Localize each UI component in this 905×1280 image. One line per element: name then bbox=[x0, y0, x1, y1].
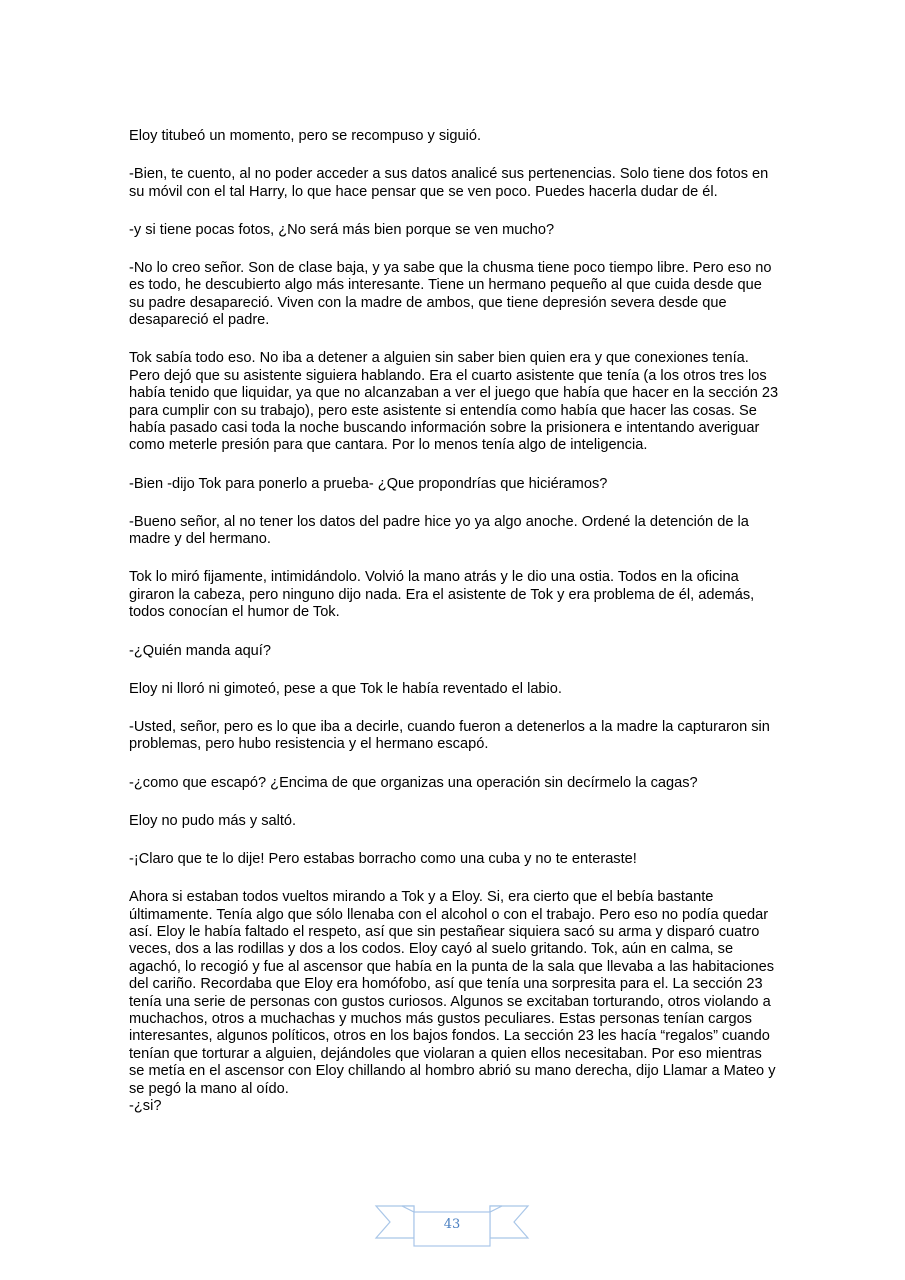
document-body bbox=[129, 128, 779, 1115]
paragraph: Eloy ni lloró ni gimoteó, pese a que Tok le había reventado el labio. bbox=[129, 680, 562, 697]
paragraph: -¡Claro que te lo dije! Pero estabas borracho como una cuba y no te enteraste! bbox=[129, 850, 637, 867]
paragraph: -y si tiene pocas fotos, ¿No será más bien porque se ven mucho? bbox=[129, 221, 555, 238]
paragraph: -¿Quién manda aquí? bbox=[129, 642, 271, 659]
paragraph: -Bien -dijo Tok para ponerlo a prueba- ¿Que propondrías que hiciéramos? bbox=[129, 475, 608, 492]
paragraph: -No lo creo señor. Son de clase baja, y ya sabe que la chusma tiene poco tiempo libre. Pero eso no es todo, he descubierto algo más interesante. Tiene un hermano pequeño al que cuida desde que su padre desapareció. Viven con la madre de ambos, que tiene depresión severa desde que desapareció el padre. bbox=[129, 260, 772, 329]
paragraph: Ahora si estaban todos vueltos mirando a Tok y a Eloy. Si, era cierto que el bebía bastante últimamente. Tenía algo que sólo llenaba con el alcohol o con el trabajo. Pero eso no podía quedar así. Eloy le había faltado el respeto, así que sin pestañear siquiera sacó su arma y disparó cuatro veces, dos a las rodillas y dos a los codos. Eloy cayó al suelo gritando. Tok, aún en calma, se agachó, lo recogió y fue al ascensor que había en la punta de la sala que llevaba a las habitaciones del cariño. Recordaba que Eloy era homófobo, así que tenía una sorpresita para el. La sección 23 tenía una serie de personas con gustos curiosos. Algunos se excitaban torturando, otros violando a muchachos, otros a muchachas y muchos más gustos peculiares. Estas personas tenían cargos interesantes, algunos políticos, otros en los bajos fondos. La sección 23 les hacía “regalos” cuando tenían que torturar a alguien, dejándoles que violaran a quien ellos necesitaban. Por eso mientras se metía en el ascensor con Eloy chillando al hombro abrió su mano derecha, dijo Llamar a Mateo y se pegó la mano al oído. bbox=[129, 889, 776, 1097]
paragraph: -¿como que escapó? ¿Encima de que organizas una operación sin decírmelo la cagas? bbox=[129, 774, 698, 791]
paragraph: Eloy no pudo más y saltó. bbox=[129, 812, 297, 829]
page-number: 43 bbox=[443, 1217, 461, 1232]
paragraph: -Bueno señor, al no tener los datos del padre hice yo ya algo anoche. Ordené la detención de la madre y del hermano. bbox=[129, 513, 749, 548]
paragraph: -Usted, señor, pero es lo que iba a decirle, cuando fueron a detenerlos a la madre la capturaron sin problemas, pero hubo resistencia y el hermano escapó. bbox=[129, 718, 770, 753]
paragraph: Eloy titubeó un momento, pero se recompuso y siguió. bbox=[129, 128, 482, 144]
paragraph: Tok lo miró fijamente, intimidándolo. Volvió la mano atrás y le dio una ostia. Todos en la oficina giraron la cabeza, pero ninguno dijo nada. Era el asistente de Tok y era problema de él, además, todos conocían el humor de Tok. bbox=[129, 569, 755, 621]
paragraph: Tok sabía todo eso. No iba a detener a alguien sin saber bien quien era y que conexiones tenía. Pero dejó que su asistente siguiera hablando. Era el cuarto asistente que tenía (a los otros tres los había tenido que liquidar, ya que no alcanzaban a ver el juego que había que hacer en la sección 23 para cumplir con su trabajo), pero este asistente si entendía como había que hacer las cosas. Se había pasado casi toda la noche buscando información sobre la prisionera e intentando averiguar como meterle presión para que cantara. Por lo menos tenía algo de inteligencia. bbox=[129, 350, 779, 454]
page-number-ribbon bbox=[374, 1202, 530, 1250]
paragraph: -¿si? bbox=[129, 1098, 162, 1114]
paragraph: -Bien, te cuento, al no poder acceder a sus datos analicé sus pertenencias. Solo tiene dos fotos en su móvil con el tal Harry, lo que hace pensar que se ven poco. Puedes hacerla dudar de él. bbox=[129, 166, 769, 200]
